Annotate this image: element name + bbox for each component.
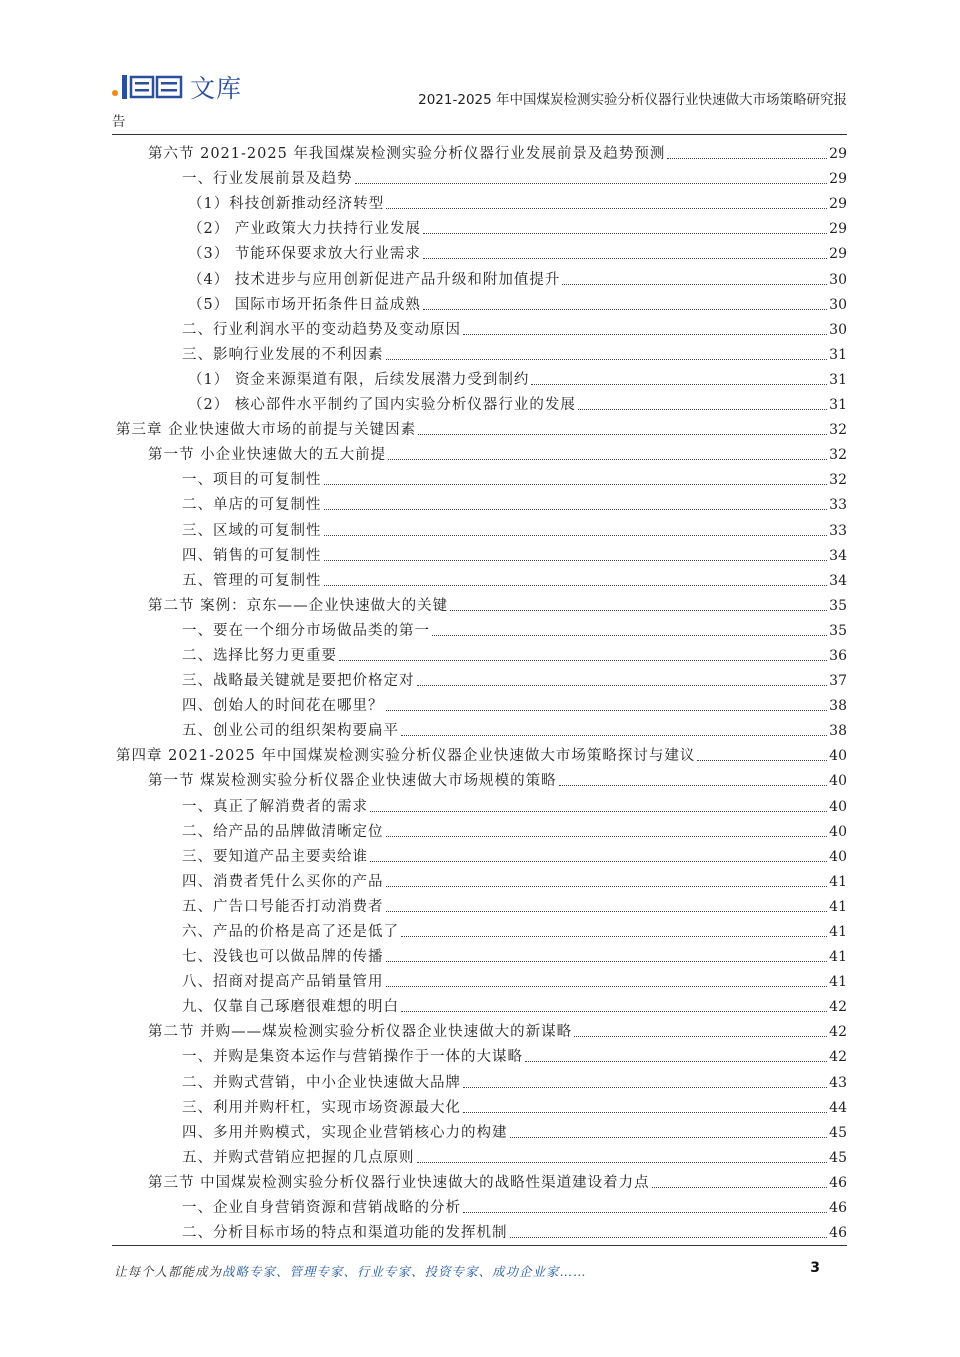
toc-entry-page: 40 [829, 773, 847, 790]
toc-entry-page: 41 [829, 974, 847, 991]
toc-entry[interactable] [114, 966, 847, 991]
toc-leader-dots [432, 634, 827, 636]
toc-entry[interactable] [114, 1041, 847, 1066]
toc-entry[interactable] [114, 715, 847, 740]
toc-entry-page: 46 [829, 1174, 847, 1191]
toc-entry[interactable] [114, 213, 847, 238]
toc-entry-label: （2） 核心部件水平制约了国内实验分析仪器行业的发展 [188, 397, 576, 414]
page-number: 3 [810, 1260, 820, 1276]
toc-entry[interactable] [114, 163, 847, 188]
toc-entry[interactable] [114, 138, 847, 163]
toc-leader-dots [559, 784, 828, 786]
toc-leader-dots [450, 609, 827, 611]
toc-leader-dots [388, 458, 827, 460]
toc-leader-dots [463, 1111, 827, 1113]
toc-entry-page: 43 [829, 1074, 847, 1091]
toc-entry-page: 31 [829, 397, 847, 414]
toc-entry-label: 第三章 企业快速做大市场的前提与关键因素 [116, 422, 417, 439]
toc-entry-page: 45 [829, 1149, 847, 1166]
toc-leader-dots [324, 508, 828, 510]
toc-leader-dots [417, 684, 828, 686]
toc-entry-label: 一、真正了解消费者的需求 [182, 798, 368, 815]
toc-entry-label: 二、选择比努力更重要 [182, 647, 337, 664]
toc-entry-page: 42 [829, 999, 847, 1016]
table-of-contents [114, 138, 847, 1242]
toc-entry-page: 41 [829, 898, 847, 915]
toc-entry[interactable] [114, 1066, 847, 1091]
footer-slogan-prefix: 让每个人都能成为 [114, 1264, 223, 1279]
toc-entry-label: 五、并购式营销应把握的几点原则 [182, 1149, 415, 1166]
toc-leader-dots [463, 1086, 827, 1088]
toc-entry-label: （1） 资金来源渠道有限，后续发展潜力受到制约 [188, 371, 530, 388]
toc-entry-label: 三、利用并购杆杠，实现市场资源最大化 [182, 1099, 461, 1116]
toc-entry-label: 二、行业利润水平的变动趋势及变动原因 [182, 321, 461, 338]
toc-entry[interactable] [114, 389, 847, 414]
toc-entry[interactable] [114, 690, 847, 715]
toc-leader-dots [386, 835, 828, 837]
toc-entry[interactable] [114, 565, 847, 590]
toc-entry[interactable] [114, 665, 847, 690]
toc-leader-dots [339, 659, 827, 661]
toc-entry-label: 四、创始人的时间花在哪里？ [182, 698, 384, 715]
toc-leader-dots [510, 1236, 828, 1238]
toc-entry[interactable] [114, 1016, 847, 1041]
toc-entry-label: 三、区域的可复制性 [182, 522, 322, 539]
toc-entry[interactable] [114, 740, 847, 765]
toc-entry-label: 二、并购式营销，中小企业快速做大品牌 [182, 1074, 461, 1091]
toc-entry[interactable] [114, 891, 847, 916]
toc-entry-page: 29 [829, 196, 847, 213]
toc-leader-dots [667, 157, 827, 159]
toc-entry-page: 36 [829, 647, 847, 664]
toc-entry-page: 29 [829, 246, 847, 263]
toc-entry-page: 40 [829, 748, 847, 765]
toc-entry[interactable] [114, 514, 847, 539]
toc-leader-dots [401, 734, 827, 736]
toc-entry-page: 46 [829, 1225, 847, 1242]
toc-entry-page: 41 [829, 949, 847, 966]
toc-leader-dots [386, 910, 828, 912]
toc-entry[interactable] [114, 263, 847, 288]
toc-entry[interactable] [114, 816, 847, 841]
footer-divider [112, 1245, 847, 1246]
toc-entry-label: （3） 节能环保要求放大行业需求 [188, 246, 421, 263]
toc-entry-page: 34 [829, 572, 847, 589]
toc-entry-label: （5） 国际市场开拓条件日益成熟 [188, 296, 421, 313]
toc-leader-dots [401, 1010, 827, 1012]
toc-leader-dots [386, 885, 828, 887]
toc-leader-dots [423, 308, 827, 310]
toc-entry[interactable] [114, 540, 847, 565]
toc-entry-label: 一、并购是集资本运作与营销操作于一体的大谋略 [182, 1049, 523, 1066]
toc-entry[interactable] [114, 464, 847, 489]
toc-leader-dots [574, 1035, 827, 1037]
toc-entry[interactable] [114, 866, 847, 891]
toc-entry[interactable] [114, 364, 847, 389]
logo-text: 文库 [190, 74, 243, 103]
toc-leader-dots [652, 1186, 828, 1188]
toc-leader-dots [531, 383, 827, 385]
toc-entry-label: （4） 技术进步与应用创新促进产品升级和附加值提升 [188, 271, 561, 288]
toc-leader-dots [355, 182, 828, 184]
toc-leader-dots [324, 534, 828, 536]
toc-entry-page: 38 [829, 723, 847, 740]
toc-entry-page: 32 [829, 447, 847, 464]
document-title-line2: 告 [112, 114, 126, 130]
toc-entry[interactable] [114, 289, 847, 314]
toc-entry-page: 33 [829, 522, 847, 539]
toc-entry-label: 三、战略最关键就是要把价格定对 [182, 673, 415, 690]
toc-entry[interactable] [114, 790, 847, 815]
toc-entry[interactable] [114, 941, 847, 966]
toc-leader-dots [324, 559, 828, 561]
toc-entry[interactable] [114, 238, 847, 263]
toc-leader-dots [386, 960, 828, 962]
toc-entry-label: 第二节 并购——煤炭检测实验分析仪器企业快速做大的新谋略 [148, 1024, 573, 1041]
toc-leader-dots [510, 1136, 828, 1138]
toc-entry-label: 二、分析目标市场的特点和渠道功能的发挥机制 [182, 1225, 508, 1242]
toc-entry[interactable] [114, 188, 847, 213]
toc-entry-page: 29 [829, 221, 847, 238]
toc-entry-label: 第二节 案例：京东——企业快速做大的关键 [148, 597, 449, 614]
toc-entry[interactable] [114, 1192, 847, 1217]
toc-leader-dots [370, 810, 827, 812]
toc-entry-label: 四、多用并购模式，实现企业营销核心力的构建 [182, 1124, 508, 1141]
toc-entry-label: （1）科技创新推动经济转型 [188, 196, 385, 213]
toc-entry[interactable] [114, 841, 847, 866]
toc-entry-page: 30 [829, 321, 847, 338]
toc-entry[interactable] [114, 1142, 847, 1167]
toc-entry-label: 第四章 2021-2025 年中国煤炭检测实验分析仪器企业快速做大市场策略探讨与建议 [116, 748, 696, 765]
toc-leader-dots [417, 1161, 828, 1163]
toc-entry-page: 40 [829, 798, 847, 815]
toc-leader-dots [386, 985, 828, 987]
toc-entry-page: 40 [829, 823, 847, 840]
toc-entry-label: 五、创业公司的组织架构要扁平 [182, 723, 399, 740]
toc-entry-label: 五、管理的可复制性 [182, 572, 322, 589]
toc-entry[interactable] [114, 916, 847, 941]
toc-entry[interactable] [114, 314, 847, 339]
toc-entry[interactable] [114, 1167, 847, 1192]
toc-leader-dots [562, 283, 827, 285]
toc-entry-page: 32 [829, 472, 847, 489]
toc-entry-page: 32 [829, 422, 847, 439]
toc-entry[interactable] [114, 1117, 847, 1142]
toc-leader-dots [324, 584, 828, 586]
toc-leader-dots [386, 207, 827, 209]
toc-leader-dots [423, 257, 827, 259]
toc-entry-page: 29 [829, 146, 847, 163]
toc-entry-page: 46 [829, 1200, 847, 1217]
toc-entry-label: 第三节 中国煤炭检测实验分析仪器行业快速做大的战略性渠道建设着力点 [148, 1174, 650, 1191]
document-title [112, 89, 847, 130]
toc-leader-dots [423, 232, 827, 234]
toc-entry-page: 34 [829, 547, 847, 564]
toc-leader-dots [463, 1211, 827, 1213]
toc-entry[interactable] [114, 414, 847, 439]
toc-entry-page: 30 [829, 296, 847, 313]
toc-entry[interactable] [114, 489, 847, 514]
toc-entry-label: 二、单店的可复制性 [182, 497, 322, 514]
toc-leader-dots [386, 358, 828, 360]
toc-entry-label: 一、项目的可复制性 [182, 472, 322, 489]
toc-entry[interactable] [114, 1092, 847, 1117]
toc-leader-dots [386, 709, 828, 711]
toc-entry-page: 42 [829, 1024, 847, 1041]
toc-entry-page: 44 [829, 1099, 847, 1116]
toc-entry-page: 41 [829, 873, 847, 890]
toc-entry-label: （2） 产业政策大力扶持行业发展 [188, 221, 421, 238]
toc-entry-page: 35 [829, 597, 847, 614]
toc-entry-label: 三、影响行业发展的不利因素 [182, 346, 384, 363]
toc-leader-dots [418, 433, 827, 435]
footer-slogan-highlight: 战略专家、管理专家、行业专家、投资专家、成功企业家…… [222, 1264, 587, 1279]
toc-leader-dots [578, 408, 827, 410]
toc-entry-page: 30 [829, 271, 847, 288]
header-divider [112, 134, 847, 135]
toc-entry[interactable] [114, 765, 847, 790]
toc-entry-page: 31 [829, 371, 847, 388]
toc-entry-page: 45 [829, 1124, 847, 1141]
toc-entry-page: 31 [829, 346, 847, 363]
toc-entry-page: 29 [829, 171, 847, 188]
toc-leader-dots [370, 860, 827, 862]
toc-leader-dots [697, 759, 827, 761]
toc-entry-page: 40 [829, 848, 847, 865]
toc-entry-page: 42 [829, 1049, 847, 1066]
toc-entry-page: 33 [829, 497, 847, 514]
toc-entry-label: 第一节 煤炭检测实验分析仪器企业快速做大市场规模的策略 [148, 773, 557, 790]
toc-leader-dots [324, 483, 828, 485]
toc-leader-dots [525, 1060, 827, 1062]
toc-entry-label: 九、仅靠自己琢磨很难想的明白 [182, 999, 399, 1016]
toc-entry[interactable] [114, 339, 847, 364]
toc-entry-label: 八、招商对提高产品销量管用 [182, 974, 384, 991]
toc-entry[interactable] [114, 439, 847, 464]
toc-entry-label: 第一节 小企业快速做大的五大前提 [148, 447, 387, 464]
toc-entry[interactable] [114, 1217, 847, 1242]
toc-entry[interactable] [114, 640, 847, 665]
toc-entry[interactable] [114, 615, 847, 640]
toc-entry-page: 37 [829, 673, 847, 690]
toc-entry-label: 七、没钱也可以做品牌的传播 [182, 949, 384, 966]
toc-entry-label: 六、产品的价格是高了还是低了 [182, 924, 399, 940]
toc-entry[interactable] [114, 991, 847, 1016]
toc-entry[interactable] [114, 590, 847, 615]
toc-entry-label: 五、广告口号能否打动消费者 [182, 898, 384, 915]
toc-entry-page: 38 [829, 698, 847, 715]
toc-entry-label: 四、销售的可复制性 [182, 547, 322, 564]
toc-leader-dots [463, 333, 827, 335]
toc-entry-label: 二、给产品的品牌做清晰定位 [182, 823, 384, 840]
toc-entry-label: 一、行业发展前景及趋势 [182, 171, 353, 188]
toc-entry-page: 35 [829, 622, 847, 639]
toc-entry-label: 三、要知道产品主要卖给谁 [182, 848, 368, 865]
toc-entry-label: 一、企业自身营销资源和营销战略的分析 [182, 1200, 461, 1217]
toc-entry-page: 41 [829, 924, 847, 940]
toc-leader-dots [401, 935, 827, 937]
toc-entry-label: 四、消费者凭什么买你的产品 [182, 873, 384, 890]
toc-entry-label: 一、要在一个细分市场做品类的第一 [182, 622, 430, 639]
toc-entry-label: 第六节 2021-2025 年我国煤炭检测实验分析仪器行业发展前景及趋势预测 [148, 146, 666, 163]
footer-slogan [114, 1262, 587, 1280]
document-title-line1: 2021-2025 年中国煤炭检测实验分析仪器行业快速做大市场策略研究报 [418, 92, 847, 108]
